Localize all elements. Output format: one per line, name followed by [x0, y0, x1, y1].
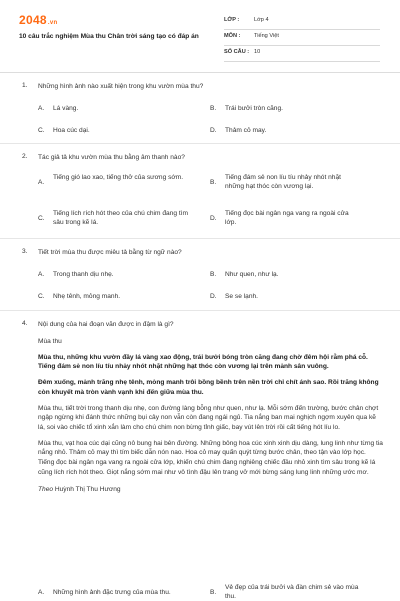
- meta-value: 10: [254, 49, 261, 55]
- meta-question-count: [224, 46, 380, 62]
- option-letter: C.: [38, 127, 45, 134]
- question-text: Tiết trời mùa thu được miêu tả bằng từ ngữ nào?: [38, 249, 182, 256]
- question-divider: [0, 143, 400, 144]
- option-text: Như quen, như lạ.: [225, 271, 279, 278]
- option-text: Những hình ảnh đặc trưng của mùa thu.: [53, 589, 171, 596]
- option-letter: A.: [38, 179, 45, 186]
- question-text: Tác giả tả khu vườn mùa thu bằng âm thanh nào?: [38, 154, 185, 161]
- passage-paragraph: Mùa thu, tiết trời trong thanh dịu nhẹ, con đường làng bỗng như quen, như lạ. Mỗi sớm đến trường, bước chân chợt ngập ngừng khi đánh thức những bụi cây non vẫn còn đang ngái ngủ. Tia nắng ban mai nghịch ngợm xuyên qua kẽ lá, soi vào chiếc tổ xinh xắn làm cho chú chim non bừng tỉnh giấc, bay vút lên trời rồi cất tiếng hót líu lo.: [38, 404, 379, 431]
- passage-paragraph: Mùa thu, vạt hoa cúc dại cũng nô bung hai bên đường. Những bông hoa cúc xinh xinh dịu dàng, lung linh như từng tia nắng nhỏ. Thảm cỏ may thì tím biếc dẫn nón nao. Hoa cỏ may quấn quýt từng bước chân, theo tận vào lớp học. Tiếng đọc bài ngân nga vang ra ngoài cửa lớp, khiến chú chim đang nghiêng chiếc đầu nhỏ xinh tìm sâu trong kẽ lá cũng lích rích hót theo. Giọt nắng sớm mai như vô tình đậu lên trang vở mới bừng sáng lung linh những ước mơ.: [38, 439, 383, 476]
- option-text: Vẻ đẹp của trái bưởi và đàn chim sẻ vào mùa thu.: [225, 584, 359, 600]
- question-text: Nội dung của hai đoạn văn được in đậm là gì?: [38, 321, 174, 328]
- option-text: Thảm cỏ may.: [225, 127, 267, 134]
- option-letter: B.: [210, 589, 217, 596]
- option-letter: C.: [38, 293, 45, 300]
- passage-heading: Mùa thu: [38, 338, 62, 345]
- option-text: Lá vàng.: [53, 105, 79, 112]
- option-text: Se se lạnh.: [225, 293, 258, 300]
- question-number: 3.: [22, 248, 28, 255]
- option-letter: B.: [210, 179, 217, 186]
- option-letter: D.: [210, 293, 217, 300]
- option-letter: A.: [38, 589, 45, 596]
- meta-label: SỐ CÂU :: [224, 49, 250, 55]
- option-text: Trong thanh dịu nhẹ.: [53, 271, 114, 278]
- option-text: Tiếng đọc bài ngân nga vang ra ngoài cửa lớp.: [225, 210, 349, 226]
- passage-bold-paragraph: Mùa thu, những khu vườn đầy lá vàng xao động, trái bưởi bóng tròn căng đang chờ đêm hội rằm phá cỗ. Tiếng đám sẻ non líu tíu nhảy nhót nhặt những hạt thóc còn vương lại trên mảnh sân vuông.: [38, 353, 368, 371]
- option-text: Nhẹ tênh, mỏng manh.: [53, 293, 121, 300]
- question-text: Những hình ảnh nào xuất hiện trong khu vườn mùa thu?: [38, 83, 204, 90]
- question-divider: [0, 238, 400, 239]
- meta-label: MÔN :: [224, 33, 241, 39]
- meta-value: Tiếng Việt: [254, 33, 279, 39]
- option-text: Trái bưởi tròn căng.: [225, 105, 283, 112]
- option-letter: A.: [38, 105, 45, 112]
- reading-passage: [38, 337, 383, 495]
- question-number: 4.: [22, 320, 28, 327]
- question-divider: [0, 310, 400, 311]
- meta-grade: [224, 14, 380, 30]
- option-letter: B.: [210, 105, 217, 112]
- option-text: Tiếng đám sẻ non líu tíu nhảy nhót nhặt những hạt thóc còn vương lại.: [225, 174, 341, 190]
- option-letter: C.: [38, 215, 45, 222]
- meta-label: LỚP :: [224, 17, 240, 23]
- question-number: 1.: [22, 82, 28, 89]
- option-letter: B.: [210, 271, 217, 278]
- option-letter: D.: [210, 215, 217, 222]
- document-meta: [224, 14, 380, 62]
- meta-subject: [224, 30, 380, 46]
- meta-value: Lớp 4: [254, 17, 269, 23]
- option-text: Hoa cúc dại.: [53, 127, 90, 134]
- option-letter: A.: [38, 271, 45, 278]
- question-number: 2.: [22, 153, 28, 160]
- option-text: Tiếng lích rích hót theo của chú chim đang tìm sâu trong kẽ lá.: [53, 210, 188, 226]
- header-divider: [0, 72, 400, 73]
- document-title: 10 câu trắc nghiệm Mùa thu Chân trời sáng tạo có đáp án: [19, 33, 199, 40]
- passage-bold-paragraph: Đêm xuống, mảnh trăng nhẹ tênh, mỏng manh trôi bồng bềnh trên nền trời chỉ chít ánh sao. Rồi trăng không còn khuyết mà tròn vành vạnh khi đến giữa mùa thu.: [38, 379, 379, 396]
- option-text: Tiếng gió lao xao, tiếng thở của sương sớm.: [53, 174, 184, 181]
- site-logo[interactable]: 2048.vn: [19, 13, 58, 27]
- passage-author: Theo Huỳnh Thị Thu Hương: [38, 486, 121, 494]
- option-letter: D.: [210, 127, 217, 134]
- header: [0, 0, 400, 64]
